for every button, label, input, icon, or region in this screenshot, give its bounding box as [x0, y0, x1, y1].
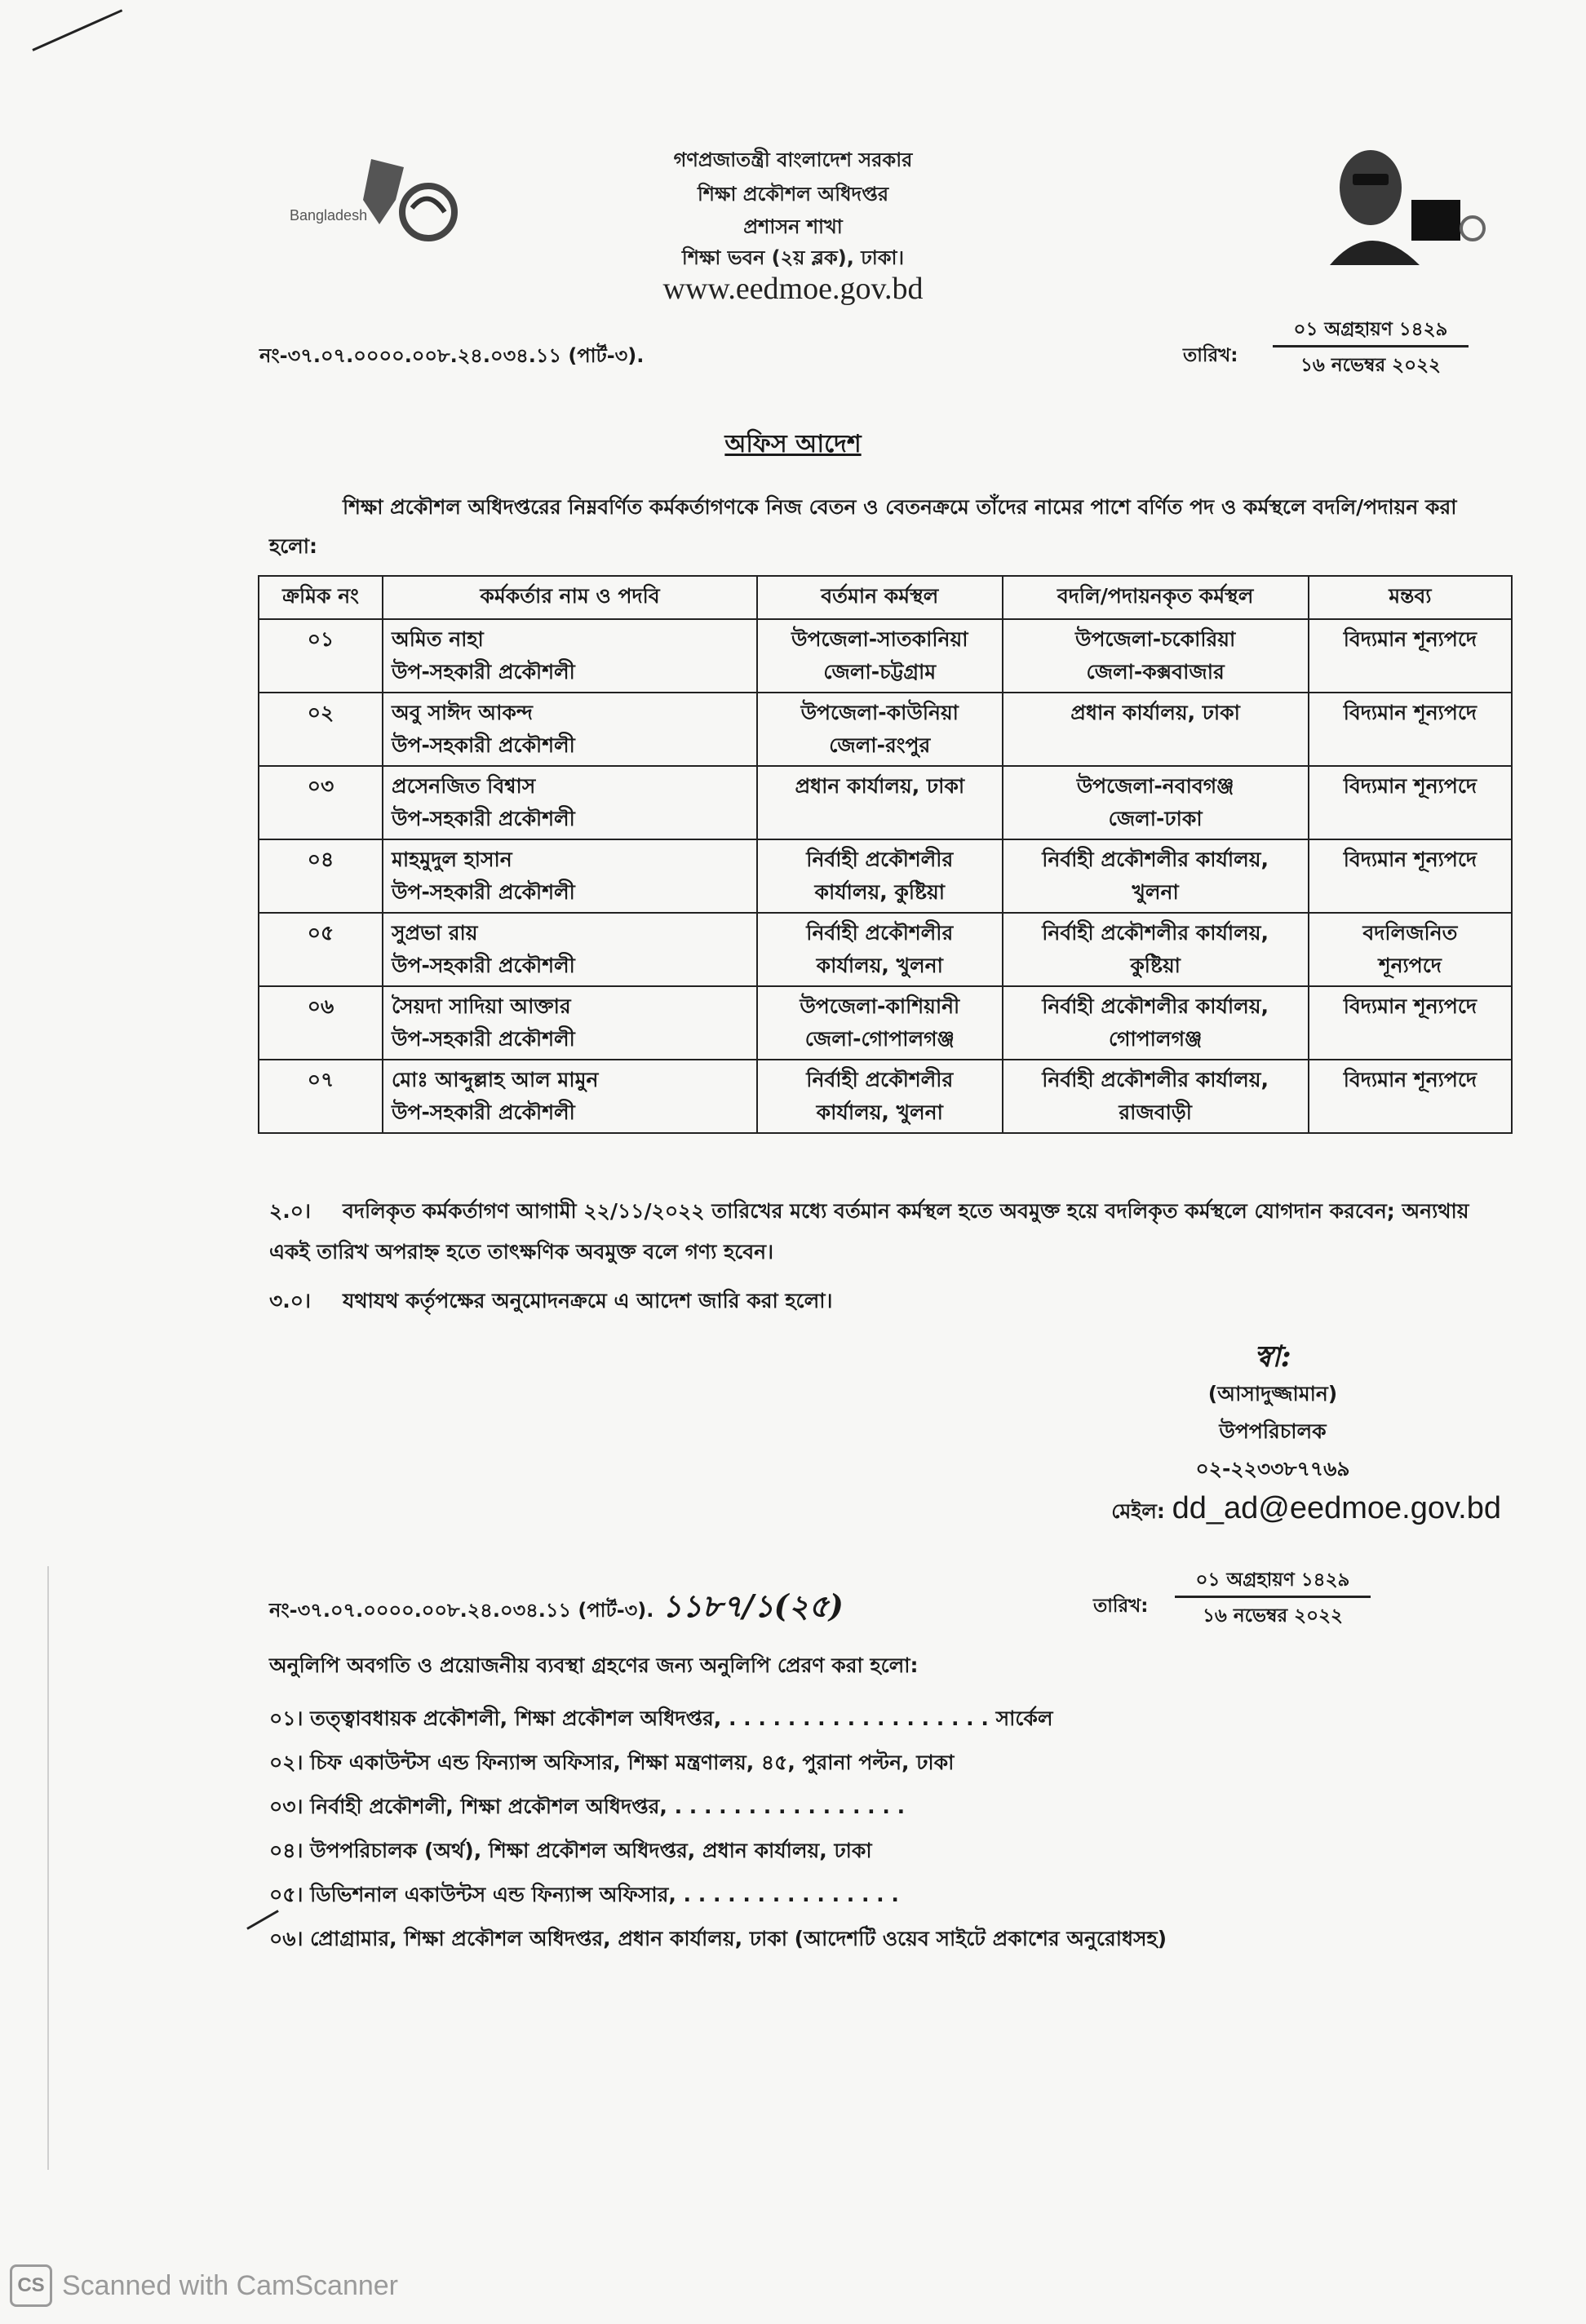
table-cell: [757, 986, 1002, 1060]
handwritten-dispatch-no: ১১৮৭/১(২৫): [662, 1587, 844, 1624]
table-cell: [1003, 766, 1309, 839]
table-row: [259, 839, 1512, 913]
cc-memo-number-text: নং-৩৭.০৭.০০০০.০০৮.২৪.০৩৪.১১ (পার্ট-৩).: [269, 1599, 654, 1622]
new-post-line1: উপজেলা-নবাবগঞ্জ: [1076, 774, 1234, 798]
current-post-line1: উপজেলা-কাউনিয়া: [800, 701, 959, 724]
table-cell: [1309, 693, 1512, 766]
table-cell: [1309, 913, 1512, 986]
table-cell: [383, 693, 757, 766]
table-cell: [757, 619, 1002, 693]
table-cell: [757, 839, 1002, 913]
date-bangla: ০১ অগ্রহায়ণ ১৪২৯: [1293, 319, 1448, 340]
header-website: www.eedmoe.gov.bd: [662, 272, 924, 306]
new-post-line1: উপজেলা-চকোরিয়া: [1074, 627, 1236, 651]
signatory-name: (আসাদুজ্জামান): [1207, 1382, 1338, 1405]
remark-line1: বিদ্যমান শূন্যপদে: [1343, 774, 1477, 798]
clause-3-text: যথাযথ কর্তৃপক্ষের অনুমোদনক্রমে এ আদেশ জারি করা হলো।: [343, 1289, 833, 1313]
clause-2: [269, 1191, 1509, 1273]
officer-name: অমিত নাহা: [392, 627, 484, 651]
table-cell: [1309, 619, 1512, 693]
remark-line1: বিদ্যমান শূন্যপদে: [1343, 627, 1477, 651]
table-cell: [259, 839, 383, 913]
current-post-line1: নির্বাহী প্রকৌশলীর: [806, 848, 954, 871]
current-post-line2: জেলা-চট্টগ্রাম: [823, 660, 937, 684]
current-post-line2: কার্যালয়, খুলনা: [816, 1100, 943, 1124]
officer-designation: উপ-সহকারী প্রকৌশলী: [392, 660, 575, 684]
new-post-line2: [1012, 729, 1300, 762]
header-branch: প্রশাসন শাখা: [743, 215, 843, 238]
current-post-line1: উপজেলা-সাতকানিয়া: [791, 627, 968, 651]
date-divider: [1273, 345, 1469, 347]
memo-number: নং-৩৭.০৭.০০০০.০০৮.২৪.০৩৪.১১ (পার্ট-৩).: [259, 344, 645, 367]
new-post-line2: রাজবাড়ী: [1119, 1100, 1192, 1124]
table-row: [259, 693, 1512, 766]
current-post-line1: নির্বাহী প্রকৌশলীর: [806, 1068, 954, 1091]
table-cell: [383, 913, 757, 986]
cc-item: ০৫। ডিভিশনাল একাউন্টস এন্ড ফিন্যান্স অফিসার, . . . . . . . . . . . . . . .: [269, 1883, 899, 1906]
table-cell: [1309, 1060, 1512, 1133]
page-edge-shadow: [47, 1566, 49, 2170]
remark-line2: [1318, 1096, 1503, 1129]
officer-name: সুপ্রভা রায়: [392, 921, 478, 945]
header-serial: ক্রমিক নং: [259, 576, 383, 619]
current-post-line1: প্রধান কার্যালয়, ঢাকা: [795, 774, 965, 798]
table-cell: [259, 693, 383, 766]
table-cell: [757, 1060, 1002, 1133]
serial-cell: ০৩: [307, 774, 334, 798]
remark-line2: [1318, 1023, 1503, 1056]
officer-designation: উপ-সহকারী প্রকৌশলী: [392, 807, 575, 830]
remark-line2: [1318, 729, 1503, 762]
new-post-line2: গোপালগঞ্জ: [1108, 1027, 1203, 1051]
current-post-line1: উপজেলা-কাশিয়ানী: [800, 994, 960, 1018]
header-current: বর্তমান কর্মস্থল: [757, 576, 1002, 619]
table-row: [259, 913, 1512, 986]
header-new: বদলি/পদায়নকৃত কর্মস্থল: [1003, 576, 1309, 619]
officer-name: মাহমুদুল হাসান: [392, 848, 512, 871]
table-cell: [383, 619, 757, 693]
signatory-mail: [1044, 1491, 1501, 1530]
signature-block: [1044, 1338, 1501, 1488]
officer-designation: উপ-সহকারী প্রকৌশলী: [392, 954, 575, 977]
mail-label: মেইল:: [1111, 1499, 1165, 1523]
new-post-line2: জেলা-কক্সবাজার: [1086, 660, 1225, 684]
cc-item: ০২। চিফ একাউন্টস এন্ড ফিন্যান্স অফিসার, শিক্ষা মন্ত্রণালয়, ৪৫, পুরানা পল্টন, ঢাকা: [269, 1751, 955, 1774]
remark-line2: শূন্যপদে: [1378, 954, 1442, 977]
current-post-line2: [766, 803, 993, 835]
clause-3: [269, 1281, 1509, 1321]
table-row: [259, 1060, 1512, 1133]
serial-cell: ০৪: [307, 848, 334, 871]
table-cell: [757, 913, 1002, 986]
new-post-line1: নির্বাহী প্রকৌশলীর কার্যালয়,: [1042, 1068, 1269, 1091]
officer-name: মোঃ আব্দুল্লাহ আল মামুন: [392, 1068, 599, 1091]
cc-item: ০৪। উপপরিচালক (অর্থ), শিক্ষা প্রকৌশল অধিদপ্তর, প্রধান কার্যালয়, ঢাকা: [269, 1839, 872, 1862]
table-cell: [259, 619, 383, 693]
current-post-line2: জেলা-গোপালগঞ্জ: [804, 1027, 955, 1051]
serial-cell: ০৬: [307, 994, 334, 1018]
officer-designation: উপ-সহকারী প্রকৌশলী: [392, 880, 575, 904]
cc-heading: অনুলিপি অবগতি ও প্রয়োজনীয় ব্যবস্থা গ্রহণের জন্য অনুলিপি প্রেরণ করা হলো:: [269, 1653, 919, 1677]
header-government: গণপ্রজাতন্ত্রী বাংলাদেশ সরকার: [673, 148, 913, 171]
clause-2-number: ২.০।: [269, 1199, 311, 1223]
table-cell: [383, 1060, 757, 1133]
table-cell: [757, 693, 1002, 766]
left-logo-text: Bangladesh: [290, 207, 368, 224]
new-post-line2: খুলনা: [1132, 880, 1179, 904]
new-post-line2: কুষ্টিয়া: [1130, 954, 1181, 977]
table-cell: [383, 986, 757, 1060]
transfer-table: [258, 575, 1513, 1134]
remark-line1: বদলিজনিত: [1362, 921, 1458, 945]
new-post-line1: নির্বাহী প্রকৌশলীর কার্যালয়,: [1042, 921, 1269, 945]
remark-line1: বিদ্যমান শূন্যপদে: [1343, 994, 1477, 1018]
current-post-line2: কার্যালয়, কুষ্টিয়া: [814, 880, 946, 904]
new-post-line2: জেলা-ঢাকা: [1108, 807, 1203, 830]
officer-designation: উপ-সহকারী প্রকৌশলী: [392, 733, 575, 757]
table-row: [259, 619, 1512, 693]
serial-cell: ০১: [307, 627, 334, 651]
watermark-text: Scanned with CamScanner: [62, 2269, 399, 2301]
remark-line1: বিদ্যমান শূন্যপদে: [1343, 1068, 1477, 1091]
remark-line1: বিদ্যমান শূন্যপদে: [1343, 848, 1477, 871]
table-cell: [383, 839, 757, 913]
header-address: শিক্ষা ভবন (২য় ব্লক), ঢাকা।: [681, 246, 905, 269]
signatory-email: dd_ad@eedmoe.gov.bd: [1172, 1491, 1501, 1525]
officer-name: প্রসেনজিত বিশ্বাস: [392, 774, 536, 798]
table-header-row: [259, 576, 1512, 619]
serial-cell: ০৫: [307, 921, 334, 945]
table-cell: [1309, 766, 1512, 839]
signature-scribble: স্বা:: [1254, 1339, 1291, 1374]
table-cell: [259, 986, 383, 1060]
table-cell: [1309, 839, 1512, 913]
header-name: কর্মকর্তার নাম ও পদবি: [383, 576, 757, 619]
table-cell: [1003, 839, 1309, 913]
cc-date-divider: [1175, 1596, 1371, 1598]
table-row: [259, 986, 1512, 1060]
officer-designation: উপ-সহকারী প্রকৌশলী: [392, 1100, 575, 1124]
table-cell: [1003, 913, 1309, 986]
camscanner-watermark: [10, 2263, 398, 2309]
new-post-line1: নির্বাহী প্রকৌশলীর কার্যালয়,: [1042, 994, 1269, 1018]
officer-name: সৈয়দা সাদিয়া আক্তার: [392, 994, 571, 1018]
table-row: [259, 766, 1512, 839]
cc-item: ০৩। নির্বাহী প্রকৌশলী, শিক্ষা প্রকৌশল অধিদপ্তর, . . . . . . . . . . . . . . . .: [269, 1795, 906, 1818]
cc-date-label: তারিখ:: [1093, 1596, 1149, 1617]
remark-line2: [1318, 803, 1503, 835]
table-cell: [1003, 619, 1309, 693]
cc-list: [269, 1697, 1428, 1961]
signatory-phone: ০২-২২৩৩৮৭৭৬৯: [1195, 1457, 1350, 1481]
header-remark: মন্তব্য: [1309, 576, 1512, 619]
pen-stroke-mark: [32, 9, 122, 51]
table-cell: [757, 766, 1002, 839]
remark-line1: বিদ্যমান শূন্যপদে: [1343, 701, 1477, 724]
cc-date-english: ১৬ নভেম্বর ২০২২: [1202, 1605, 1344, 1627]
current-post-line1: নির্বাহী প্রকৌশলীর: [806, 921, 954, 945]
serial-cell: ০২: [307, 701, 334, 724]
table-cell: [259, 913, 383, 986]
clause-3-number: ৩.০।: [269, 1289, 311, 1313]
officer-designation: উপ-সহকারী প্রকৌশলী: [392, 1027, 575, 1051]
table-cell: [383, 766, 757, 839]
cc-item: ০১। তত্ত্বাবধায়ক প্রকৌশলী, শিক্ষা প্রকৌশল অধিদপ্তর, . . . . . . . . . . . . . . . . . . সার্কেল: [269, 1706, 1053, 1730]
order-title: অফিস আদেশ: [724, 430, 862, 458]
camscanner-logo-icon: CS: [10, 2264, 52, 2307]
signatory-designation: উপপরিচালক: [1219, 1419, 1327, 1443]
new-post-line1: নির্বাহী প্রকৌশলীর কার্যালয়,: [1042, 848, 1269, 871]
clause-2-text: বদলিকৃত কর্মকর্তাগণ আগামী ২২/১১/২০২২ তারিখের মধ্যে বর্তমান কর্মস্থল হতে অবমুক্ত হয়ে বদলিকৃত কর্মস্থলে যোগদান করবেন; অন্যথায় একই তারিখ অপরাহ্ন হতে তাৎক্ষণিক অবমুক্ত বলে গণ্য হবেন।: [269, 1199, 1469, 1264]
intro-paragraph: শিক্ষা প্রকৌশল অধিদপ্তরের নিম্নবর্ণিত কর্মকর্তাগণকে নিজ বেতন ও বেতনক্রমে তাঁদের নামের পাশে বর্ণিত পদ ও কর্মস্থলে বদলি/পদায়ন করা হলো:: [269, 495, 1457, 558]
date-label: তারিখ:: [1183, 345, 1238, 366]
date-english: ১৬ নভেম্বর ২০২২: [1300, 355, 1442, 376]
current-post-line2: জেলা-রংপুর: [829, 733, 931, 757]
cc-memo-number: [269, 1583, 844, 1635]
header-department: শিক্ষা প্রকৌশল অধিদপ্তর: [697, 183, 889, 206]
table-cell: [1003, 693, 1309, 766]
remark-line2: [1318, 656, 1503, 688]
table-cell: [259, 1060, 383, 1133]
table-cell: [259, 766, 383, 839]
cc-date-bangla: ০১ অগ্রহায়ণ ১৪২৯: [1195, 1569, 1350, 1591]
remark-line2: [1318, 876, 1503, 909]
serial-cell: ০৭: [307, 1068, 334, 1091]
current-post-line2: কার্যালয়, খুলনা: [816, 954, 943, 977]
table-cell: [1003, 986, 1309, 1060]
officer-name: অবু সাঈদ আকন্দ: [392, 701, 533, 724]
table-cell: [1003, 1060, 1309, 1133]
new-post-line1: প্রধান কার্যালয়, ঢাকা: [1070, 701, 1240, 724]
cc-item: ০৬। প্রোগ্রামার, শিক্ষা প্রকৌশল অধিদপ্তর, প্রধান কার্যালয়, ঢাকা (আদেশটি ওয়েব সাইটে প্রকাশের অনুরোধসহ): [269, 1927, 1167, 1950]
table-cell: [1309, 986, 1512, 1060]
